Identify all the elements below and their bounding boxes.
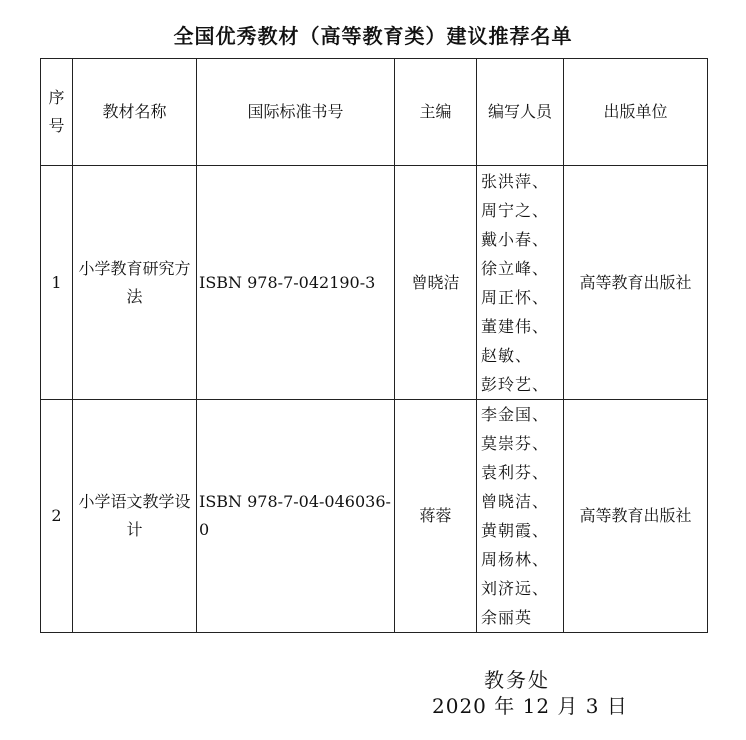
cell-chief-editor: 蒋蓉 [395,400,477,633]
author-name: 张洪萍、 [481,171,550,191]
cell-seq: 1 [41,166,73,400]
cell-isbn: ISBN 978-7-042190-3 [197,166,395,400]
cell-publisher: 高等教育出版社 [564,400,708,633]
author-name: 周杨林、 [481,550,550,569]
cell-book-name: 小学教育研究方法 [73,166,197,400]
cell-seq: 2 [41,400,73,633]
document-title: 全国优秀教材（高等教育类）建议推荐名单 [173,24,573,48]
author-name: 袁利芬、 [481,463,550,482]
cell-isbn: ISBN 978-7-04-046036-0 [197,400,395,633]
header-chief-editor: 主编 [395,59,477,166]
author-name: 黄朝霞、 [481,521,550,540]
cell-book-name: 小学语文教学设计 [73,400,197,633]
author-name: 戴小春、 [481,229,550,249]
author-name: 周正怀、 [481,287,550,307]
header-seq-label: 序号 [48,88,65,135]
author-name: 曾晓洁、 [481,492,550,511]
header-authors: 编写人员 [477,59,564,166]
cell-chief-editor: 曾晓洁 [395,166,477,400]
author-name: 余丽英 [481,608,533,627]
cell-authors [477,400,564,633]
author-name: 徐立峰、 [481,258,550,278]
recommendation-table [40,58,708,633]
header-publisher: 出版单位 [564,59,708,166]
author-name: 董建伟、 [481,316,550,336]
signature-date: 2020 年 12 月 3 日 [432,694,628,718]
signature-office: 教务处 [484,668,550,692]
cell-authors [477,166,564,400]
table-row [41,400,708,633]
header-book-name: 教材名称 [73,59,197,166]
cell-publisher: 高等教育出版社 [564,166,708,400]
table-row [41,166,708,400]
author-name: 赵敏、 [481,345,533,365]
author-name: 莫崇芬、 [481,434,550,453]
author-name: 李金国、 [481,405,550,424]
author-name: 周宁之、 [481,200,550,220]
author-name: 彭玲艺、 [481,374,550,394]
author-name: 刘济远、 [481,579,550,598]
header-seq [41,59,73,166]
table-header-row [41,59,708,166]
header-isbn: 国际标准书号 [197,59,395,166]
